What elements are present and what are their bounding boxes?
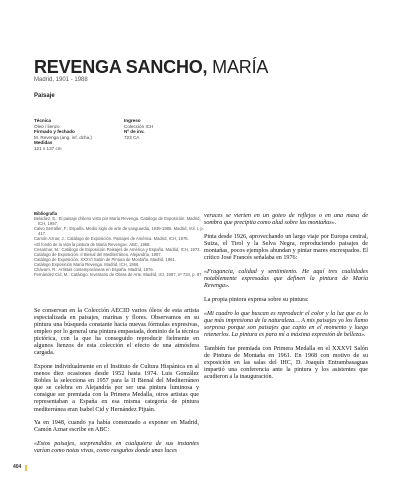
meta-value: Colección ICH [124, 123, 154, 129]
bibliography-item: Catálogo de Exposición. II Bienal del Mediterráneo. Alejandría, 1957. [34, 251, 162, 257]
body-column-right [204, 213, 368, 388]
bibliography-item: «El fondo de la vida la pintura de María Revenga». ABC, 1968. [34, 241, 151, 247]
body-quote: «Mi cuadro lo que buscan es reproducir el color y la luz que es lo que más impresiona de la naturaleza… A mis paisajes yo los llamo sorpresa porque son paisajes que capto en el momento y luego retenerlos. La pintura es para mí a máxima expresión de belleza». [204, 311, 368, 339]
page-accent-bar [25, 465, 27, 471]
meta-label: Firmado y fechado [34, 129, 75, 135]
artist-dates: Madrid, 1901 - 1988 [34, 77, 88, 83]
meta-label: Medidas [34, 140, 53, 146]
metadata-left [34, 118, 134, 152]
bibliography [34, 211, 204, 277]
body-paragraph: Pinta desde 1926, aprovechando un largo viaje por Europa central, Suiza, el Tirol y la Selva Negra, reproduciendo paisajes de montañas, pocos ejemplos abundan y pintar mares encrespados. El crítico José Francés señalaba en 1976: [204, 233, 368, 262]
body-paragraph: Ya en 1948, cuando ya había comenzado a exponer en Madrid, Camón Aznar escribe en ABC: [34, 420, 199, 434]
bibliography-item: Catálogo Exposición María Revenga. Madrid, ICH, 1966. [34, 261, 140, 267]
bibliography-item: Calvo Serraller, F.: España. Medio siglo de arte de vanguardia, 1939-1985. Madrid, Vol. I, p. 417. [34, 226, 204, 237]
meta-label: Ingreso [124, 118, 141, 123]
body-quote: veraces se vierten en un goteo de reflejos o en una masa de sombra que precipita como alud sobre las montañas». [204, 213, 368, 227]
meta-value: 121 x 137 cm [34, 145, 62, 151]
body-paragraph: También fue premiada con Primera Medalla en el XXXVI Salón de Pintura de Montaña en 1961. En 1968 con motivo de su exposición en las salas del IHC, D. Joaquín Entrambasaguas impartió una conferencia ante la pintura y los asistentes que acudieron a la inauguración. [204, 346, 368, 381]
meta-label: Nº de inv. [124, 129, 145, 135]
work-title: Paisaje [34, 93, 55, 99]
body-quote: «Fragancia, calidad y sentimiento. He aquí tres cualidades notablemente expresadas que definen la pintura de María Revenga». [204, 269, 368, 290]
bibliography-heading: Bibliografía [34, 211, 58, 216]
body-paragraph: La propia pintora expresa sobre su pintura: [204, 297, 309, 304]
bibliography-item: Fernández Cid, M.: Catálogo. Inventario de Obras de Arte. Madrid, ICI, 1987, nº 734, p. 87. [34, 272, 203, 278]
bibliography-item: Camón Aznar, J.: Catálogo de Exposición. Paisajes de América. Madrid, ICH, 1976. [34, 236, 189, 242]
bibliography-item: Catálogo de Exposición. XXXVI Salón de Pintura de Montaña. Madrid, 1961. [34, 256, 176, 262]
bibliography-item: Chávarri, R.: Artistas contemporáneas en España. Madrid, 1976. [34, 267, 154, 273]
bibliography-item: Cesarmar, M.: Catálogo de Exposición Paisajes de América y España. Madrid, ICH, 1972. [34, 246, 201, 252]
body-column-left [34, 308, 199, 462]
metadata-right [124, 118, 194, 140]
artist-firstname: MARÍA [212, 57, 269, 77]
body-quote: «Estos paisajes, sorprendidos en cualquiera de sus instantes varían como notas vivas, como rasguños donde unas luces [34, 441, 199, 455]
meta-value: M. Revenga (ang. inf. dcha.) [34, 134, 92, 140]
artist-surname: REVENGA SANCHO, [34, 57, 208, 77]
page-number: 404 [13, 464, 22, 470]
body-paragraph: Se conservan en la Colección AECID varios óleos de esta artista especializada en paisajes, marinas y flores. Observamos en su pintura una búsqueda constante hacia nuevas fórmulas expresivas, empleo por lo general una pintura empastada, dominio de la técnica pictórica, con la que ha conseguido reproducir fielmente en algunos lienzos de esta colección el efecto de una atmósfera cargada. [34, 308, 199, 357]
meta-value: 723 CA [124, 134, 140, 140]
meta-label: Técnica [34, 118, 52, 123]
artist-title [34, 57, 268, 77]
body-paragraph: Expone individualmente en el Instituto de Cultura Hispánica en al menos diez ocasiones desde 1952 hasta 1974. Luis González Robles la selecciona en 1957 para la II Bienal del Mediterráneo que se celebra en Alejandría por ser una pintura luminosa y consigue ser premiada con la Primera Medalla, otros artistas que representaban a España en esa misma categoría de pintura mediterránea eran Isabel Cid y Hernández Pijuán. [34, 364, 199, 413]
meta-value: Óleo / lienzo [34, 123, 60, 129]
bibliography-item: Beladiez, E.: El paisaje chileno visto por María Revenga. Catálogo de Exposición. Madrid, ICH, 1957. [34, 216, 201, 227]
